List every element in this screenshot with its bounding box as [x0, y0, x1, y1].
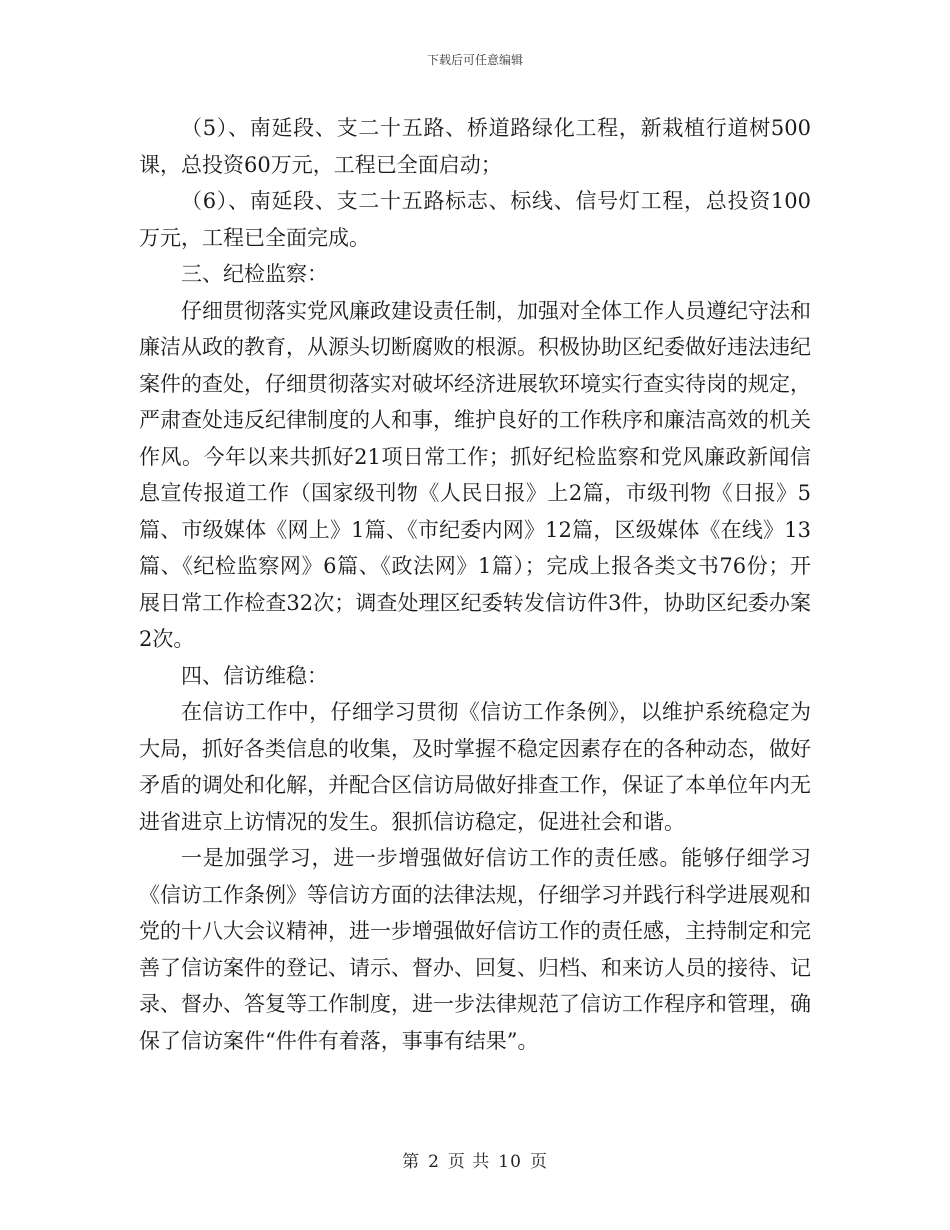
footer-middle: 页 共	[447, 1152, 491, 1172]
section-heading-discipline: 三、纪检监察：	[181, 262, 328, 286]
footer-total-pages: 10	[498, 1152, 522, 1172]
paragraph-study: 一是加强学习，进一步增强做好信访工作的责任感。能够仔细学习《信访工作条例》等信访方面的法律法规，仔细学习并践行科学进展观和党的十八大会议精神，进一步增强做好信访工作的责任感，主持制定和完善了信访案件的登记、请示、督办、回复、归档、和来访人员的接待、记录、督办、答复等工作制度，进一步法律规范了信访工作程序和管理，确保了信访案件“件件有着落，事事有结果”。	[139, 846, 811, 1053]
footer-prefix: 第	[402, 1152, 421, 1172]
footer-suffix: 页	[529, 1152, 548, 1172]
paragraph-petition: 在信访工作中，仔细学习贯彻《信访工作条例》，以维护系统稳定为大局，抓好各类信息的收集，及时掌握不稳定因素存在的各种动态，做好矛盾的调处和化解，并配合区信访局做好排查工作，保证了本单位年内无进省进京上访情况的发生。狠抓信访稳定，促进社会和谐。	[139, 700, 811, 834]
footer-page-number: 2	[428, 1152, 440, 1172]
page-header: 下载后可任意编辑	[426, 53, 523, 67]
section-heading-petition: 四、信访维稳：	[181, 663, 328, 688]
paragraph-discipline: 仔细贯彻落实党风廉政建设责任制，加强对全体工作人员遵纪守法和廉洁从政的教育，从源头切断腐败的根源。积极协助区纪委做好违法违纪案件的查处，仔细贯彻落实对破坏经济进展软环境实行查实待岗的规定，严肃查处违反纪律制度的人和事，维护良好的工作秩序和廉洁高效的机关作风。今年以来共抓好21项日常工作；抓好纪检监察和党风廉政新闻信息宣传报道工作（国家级刊物《人民日报》上2篇，市级刊物《日报》5篇、市级媒体《网上》1篇、《市纪委内网》12篇，区级媒体《在线》13篇、《纪检监察网》6篇、《政法网》1篇）；完成上报各类文书76份；开展日常工作检查32次；调查处理区纪委转发信访件3件，协助区纪委办案2次。	[139, 298, 811, 651]
document-body	[139, 110, 811, 1059]
page-footer	[0, 1150, 950, 1174]
paragraph-item-6: （6）、南延段、支二十五路标志、标线、信号灯工程，总投资100万元，工程已全面完成。	[139, 189, 811, 250]
paragraph-item-5: （5）、南延段、支二十五路、桥道路绿化工程，新栽植行道树500课，总投资60万元，工程已全面启动；	[139, 116, 811, 177]
